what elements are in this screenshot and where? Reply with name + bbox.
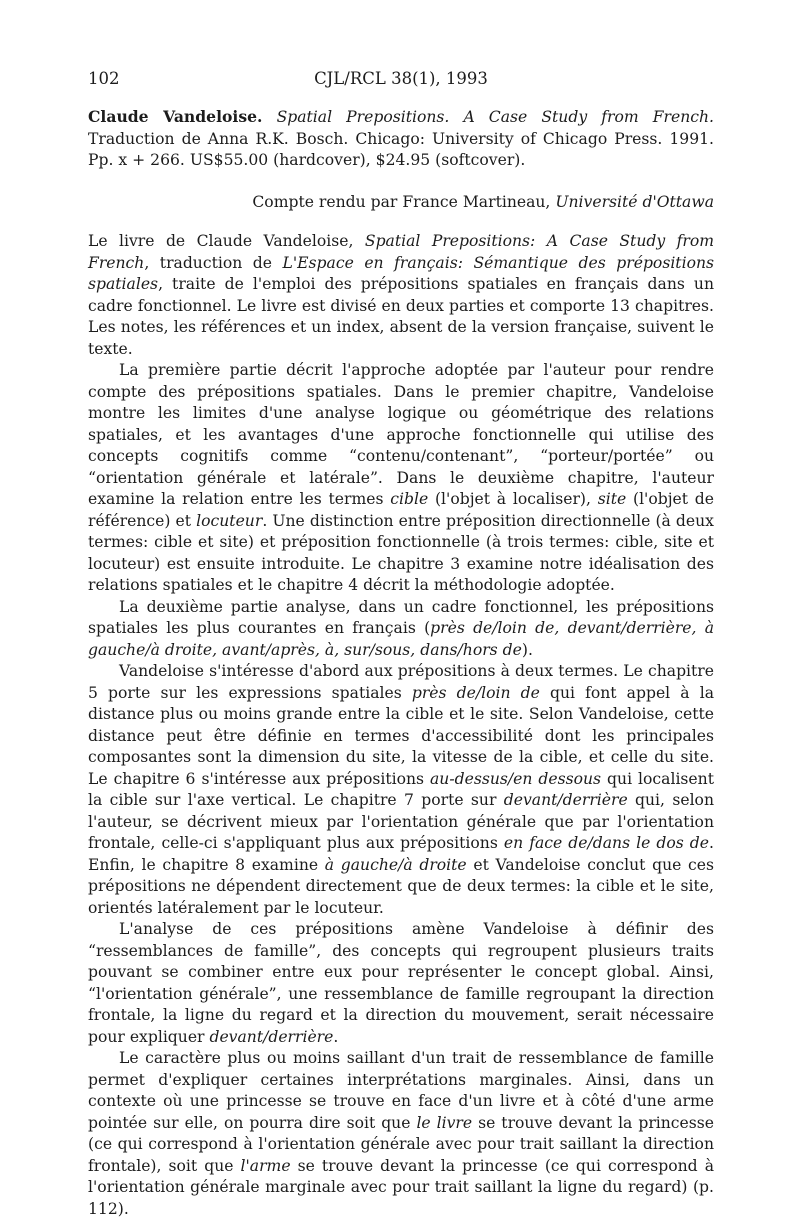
book-details: Traduction de Anna R.K. Bosch. Chicago: University of Chicago Press. 1991. Pp. x + 266. US$55.00 (hardcover), $24.95 (softcover). <box>88 129 714 169</box>
paragraph <box>88 231 714 360</box>
text-run: qui font appel à la distance plus ou moins grande entre la cible et le site. Selon Vandeloise, cette distance peut être définie en termes d'accessibilité dont les principales composantes sont la dimension du site, la vitesse de la cible, et celle du site. Le chapitre 6 s'intéresse aux prépositions <box>88 683 714 788</box>
page <box>88 68 714 1220</box>
italic-text: cible <box>390 490 429 508</box>
italic-text: Spatial Prepositions: A Case Study from French <box>88 232 714 272</box>
italic-text: le livre <box>416 1113 473 1132</box>
paragraph <box>88 919 714 1048</box>
text-run: qui localisent la cible sur l'axe vertical. Le chapitre 7 porte sur <box>88 769 714 809</box>
text-run: Vandeloise s'intéresse d'abord aux prépositions à deux termes. Le chapitre 5 porte sur les expressions spatiales <box>88 662 714 702</box>
text-run: La deuxième partie analyse, dans un cadre fonctionnel, les prépositions spatiales les plus courantes en français ( <box>88 597 714 637</box>
italic-text: au-dessus/en dessous <box>430 769 602 788</box>
text-run: et Vandeloise conclut que ces prépositions ne dépendent directement que de deux termes: la cible et le site, orientés latéralement par le locuteur. <box>88 855 714 917</box>
text-run: Le caractère plus ou moins saillant d'un trait de ressemblance de famille permet d'expliquer certaines interprétations marginales. Ainsi, dans un contexte où une princesse se trouve en face d'un livre et à côté d'une arme pointée sur elle, on pourra dire soit que <box>88 1049 714 1132</box>
text-run: se trouve devant la princesse (ce qui correspond à l'orientation générale marginale avec pour trait saillant la ligne du regard) (p. 112). <box>88 1156 714 1218</box>
text-run: La première partie décrit l'approche adoptée par l'auteur pour rendre compte des prépositions spatiales. Dans le premier chapitre, Vandeloise montre les limites d'une analyse logique ou géométrique des relations spatiales, et les avantages d'une approche fonctionnelle qui utilise des concepts cognitifs comme “contenu/contenant”, “porteur/portée” ou “orientation générale et latérale”. Dans le deuxième chapitre, l'auteur examine la relation entre les termes <box>88 361 714 508</box>
text-run: , traduction de <box>144 253 283 272</box>
book-citation <box>88 106 714 172</box>
italic-text: L'Espace en français: Sémantique des prépositions spatiales <box>88 253 714 293</box>
italic-text: locuteur <box>196 511 263 530</box>
review-byline <box>88 192 714 214</box>
text-run: . <box>333 1027 339 1046</box>
text-run: se trouve devant la princesse (ce qui correspond à l'orientation générale avec pour trait saillant la direction frontale), soit que <box>88 1113 714 1175</box>
running-head <box>88 68 714 92</box>
journal-title: CJL/RCL 38(1), 1993 <box>314 69 488 88</box>
italic-text: devant/derrière <box>503 791 628 809</box>
italic-text: l'arme <box>240 1156 291 1175</box>
text-run: (l'objet à localiser), <box>428 490 598 508</box>
italic-text: près de/loin de, devant/derrière, à gauche/à droite, avant/après, à, sur/sous, dans/hors de <box>88 619 714 659</box>
italic-text: en face de/dans le dos de <box>503 834 710 852</box>
paragraph <box>88 661 714 919</box>
text-run: qui, selon l'auteur, se décrivent mieux par l'orientation générale que par l'orientation frontale, celle-ci s'appliquant plus aux prépositions <box>88 791 714 852</box>
text-run: L'analyse de ces prépositions amène Vandeloise à définir des “ressemblances de famille”, des concepts qui regroupent plusieurs traits pouvant se combiner entre eux pour représenter le concept global. Ainsi, “l'orientation générale”, une ressemblance de famille regroupant la direction frontale, la ligne du regard et la direction du mouvement, serait nécessaire pour expliquer <box>88 920 714 1046</box>
italic-text: site <box>597 490 627 508</box>
reviewer-affiliation: Université d'Ottawa <box>555 192 714 211</box>
book-author: Claude Vandeloise. <box>88 107 263 126</box>
italic-text: près de/loin de <box>411 683 540 702</box>
italic-text: devant/derrière <box>209 1027 334 1046</box>
text-run: . Enfin, le chapitre 8 examine <box>88 834 714 874</box>
text-run: , traite de l'emploi des prépositions spatiales en français dans un cadre fonctionnel. Le livre est divisé en deux parties et comporte 13 chapitres. Les notes, les références et un index, absent de la version française, suivent le texte. <box>88 275 714 358</box>
paragraph <box>88 360 714 597</box>
review-body <box>88 231 714 1220</box>
text-run: (l'objet de référence) et <box>88 490 715 530</box>
paragraph <box>88 597 714 662</box>
text-run: ). <box>521 640 533 659</box>
italic-text: à gauche/à droite <box>324 855 467 874</box>
text-run: . Une distinction entre préposition directionnelle (à deux termes: cible et site) et préposition fonctionnelle (à trois termes: cible, site et locuteur) est ensuite introduite. Le chapitre 3 examine notre idéalisation des relations spatiales et le chapitre 4 décrit la méthodologie adoptée. <box>88 511 714 594</box>
reviewer: Compte rendu par France Martineau, <box>252 192 551 211</box>
page-number: 102 <box>88 69 120 88</box>
text-run: Le livre de Claude Vandeloise, <box>88 232 365 250</box>
book-title: Spatial Prepositions. A Case Study from French. <box>276 108 714 126</box>
paragraph <box>88 1048 714 1220</box>
